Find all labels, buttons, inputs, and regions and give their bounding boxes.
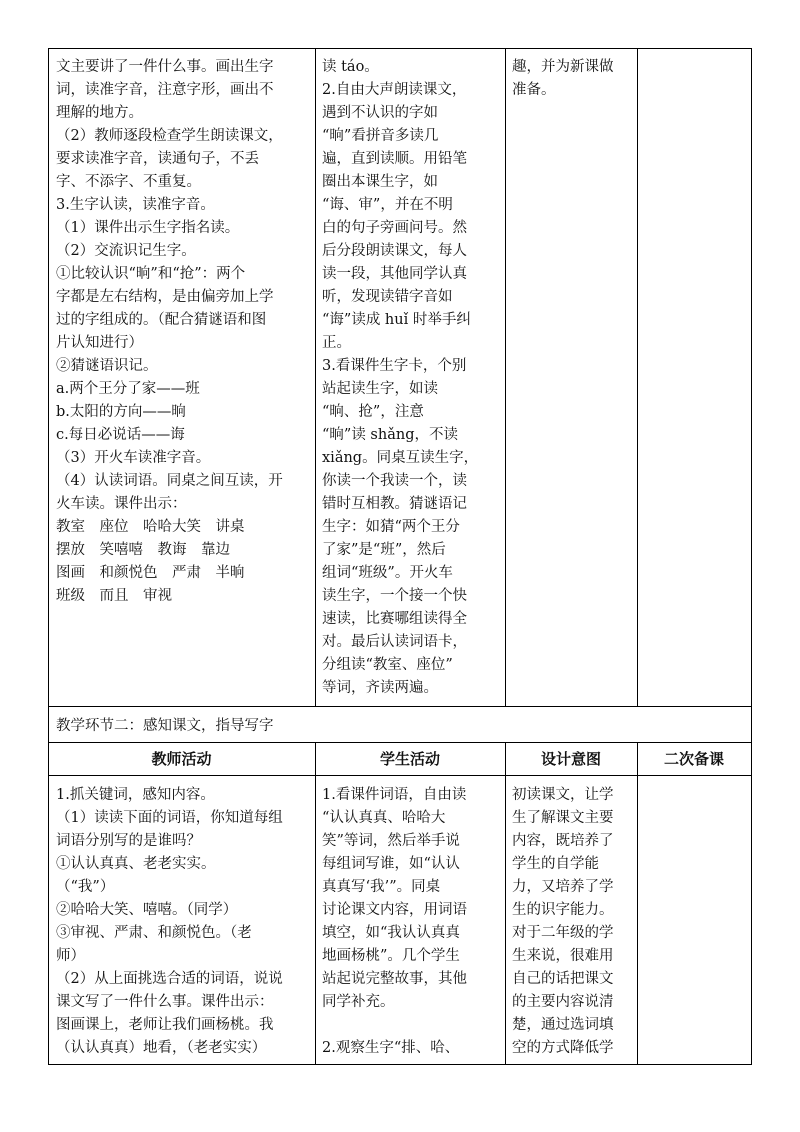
bottom-teacher-cell [56,784,308,1060]
column-divider-1b [315,742,316,1065]
text-line: 学生的自学能 [512,856,599,872]
text-line: b.太阳的方向——晌 [56,404,186,420]
text-line: ①比较认识“晌”和“抢”：两个 [56,266,246,282]
text-line: 地画杨桃”。几个学生 [322,948,460,964]
text-line: 火车读。课件出示： [56,496,187,512]
text-line: 白的句子旁画问号。然 [322,220,467,236]
text-line: 2.观察生字“排、哈、 [322,1040,460,1056]
header-design-intent: 设计意图 [540,750,601,768]
text-line: 1.抓关键词，感知内容。 [56,787,215,803]
text-line: 教室 座位 哈哈大笑 讲桌 [56,519,245,535]
top-student-cell [322,56,500,700]
text-line: 3.生字认读，读准字音。 [56,197,215,213]
text-line: c.每日必说话——诲 [56,427,185,443]
text-line: 真真写‘我’”。同桌 [322,879,441,895]
text-line: 生了解课文主要 [512,810,614,826]
text-line: “晌”看拼音多读几 [322,128,439,144]
header-divider-bottom [48,775,752,776]
text-line: 每组词写谁，如“认认 [322,856,460,872]
text-line: 生来说，很难用 [512,948,614,964]
text-line: 讨论课文内容，用词语 [322,902,467,918]
text-line: 圈出本课生字，如 [322,174,438,190]
section-title: 教学环节二：感知课文，指导写字 [56,718,274,734]
text-line: 读 táo。 [322,59,379,75]
header-second-preparation: 二次备课 [663,750,724,768]
text-line: （3）开火车读准字音。 [56,450,211,466]
text-line: “晌”读 shǎng，不读 [322,427,458,443]
table-top-border [48,48,752,49]
text-line: 力，又培养了学 [512,879,614,895]
text-line: ①认认真真、老老实实。 [56,856,216,872]
top-teacher-cell [56,56,308,608]
text-line: 站起读生字，如读 [322,381,438,397]
text-line: 正。 [322,335,351,351]
table-bottom-border [48,1064,752,1065]
text-line: 内容，既培养了 [512,833,614,849]
text-line: 字、不添字、不重复。 [56,174,201,190]
text-line: 遇到不认识的字如 [322,105,438,121]
text-line: 速读，比赛哪组读得全 [322,611,467,627]
text-line: 遍，直到读顺。用铅笔 [322,151,467,167]
text-line: 空的方式降低学 [512,1040,614,1056]
text-line: 生的识字能力。 [512,902,614,918]
table-right-border [751,48,752,1065]
text-line: 笑”等词，然后举手说 [322,833,460,849]
text-line: （1）读读下面的词语，你知道每组 [56,810,283,826]
text-line: 后分段朗读课文，每人 [322,243,467,259]
text-line: ②哈哈大笑、嘻嘻。（同学） [56,902,238,918]
bottom-intent-cell [512,784,632,1060]
text-line: 了家”是“班”，然后 [322,542,446,558]
header-teacher-activity: 教师活动 [151,750,212,768]
section-divider-top [48,706,752,707]
text-line: 3.看课件生字卡，个别 [322,358,467,374]
text-line [322,1014,500,1037]
text-line: （“我”） [56,879,115,895]
text-line: 读生字，一个接一个快 [322,588,467,604]
text-line: 趣，并为新课做 [512,59,614,75]
text-line: 字都是左右结构，是由偏旁加上学 [56,289,274,305]
header-student-activity: 学生活动 [379,750,440,768]
column-divider-3 [637,48,638,707]
text-line: 组词“班级”。开火车 [322,565,453,581]
text-line: 同学补充。 [322,994,395,1010]
text-line: 对于二年级的学 [512,925,614,941]
text-line: 理解的地方。 [56,105,143,121]
text-line: 片认知进行） [56,335,143,351]
text-line: 楚，通过选词填 [512,1017,614,1033]
text-line: 图画 和颜悦色 严肃 半晌 [56,565,245,581]
text-line: 摆放 笑嘻嘻 教诲 靠边 [56,542,230,558]
text-line: 2.自由大声朗读课文， [322,82,467,98]
text-line: xiǎng。同桌互读生字， [322,450,479,466]
text-line: 自己的话把课文 [512,971,614,987]
text-line: a.两个王分了家——班 [56,381,200,397]
text-line: 文主要讲了一件什么事。画出生字 [56,59,274,75]
column-divider-2 [505,48,506,707]
text-line: “诲、审”，并在不明 [322,197,453,213]
text-line: 听，发现读错字音如 [322,289,453,305]
text-line: （2）教师逐段检查学生朗读课文， [56,128,283,144]
text-line: 填空，如“我认认真真 [322,925,460,941]
column-divider-3b [637,742,638,1065]
column-divider-1 [315,48,316,707]
text-line: 站起说完整故事，其他 [322,971,467,987]
bottom-student-cell [322,784,500,1060]
text-line: （1）课件出示生字指名读。 [56,220,240,236]
text-line: “认认真真、哈哈大 [322,810,446,826]
text-line: 词，读准字音，注意字形，画出不 [56,82,274,98]
text-line: 师） [56,948,85,964]
text-line: 过的字组成的。（配合猜谜语和图 [56,312,267,328]
text-line: 初读课文，让学 [512,787,614,803]
text-line: 错时互相教。猜谜语记 [322,496,467,512]
text-line: 生字：如猜“两个王分 [322,519,460,535]
text-line: 班级 而且 审视 [56,588,172,604]
text-line: （4）认读词语。同桌之间互读，开 [56,473,283,489]
text-line: “诲”读成 huǐ 时举手纠 [322,312,471,328]
text-line: （2）从上面挑选合适的词语，说说 [56,971,283,987]
text-line: 分组读“教室、座位” [322,657,453,673]
text-line: 准备。 [512,82,556,98]
text-line: 课文写了一件什么事。课件出示： [56,994,274,1010]
text-line: 要求读准字音，读通句子，不丢 [56,151,259,167]
text-line: 的主要内容说清 [512,994,614,1010]
text-line: “晌、抢”，注意 [322,404,424,420]
column-divider-2b [505,742,506,1065]
text-line: 图画课上，老师让我们画杨桃。我 [56,1017,274,1033]
header-divider-top [48,742,752,743]
table-left-border [48,48,49,1065]
text-line: ②猜谜语识记。 [56,358,158,374]
text-line: 对。最后认读词语卡， [322,634,467,650]
text-line: ③审视、严肃、和颜悦色。（老 [56,925,252,941]
text-line: 词语分别写的是谁吗？ [56,833,201,849]
text-line: （2）交流识记生字。 [56,243,196,259]
text-line: （认认真真）地看，（老老实实） [56,1040,267,1056]
text-line: 1.看课件词语，自由读 [322,787,467,803]
top-intent-cell [512,56,632,102]
text-line: 你读一个我读一个，读 [322,473,467,489]
text-line: 读一段，其他同学认真 [322,266,467,282]
text-line: 等词，齐读两遍。 [322,680,438,696]
